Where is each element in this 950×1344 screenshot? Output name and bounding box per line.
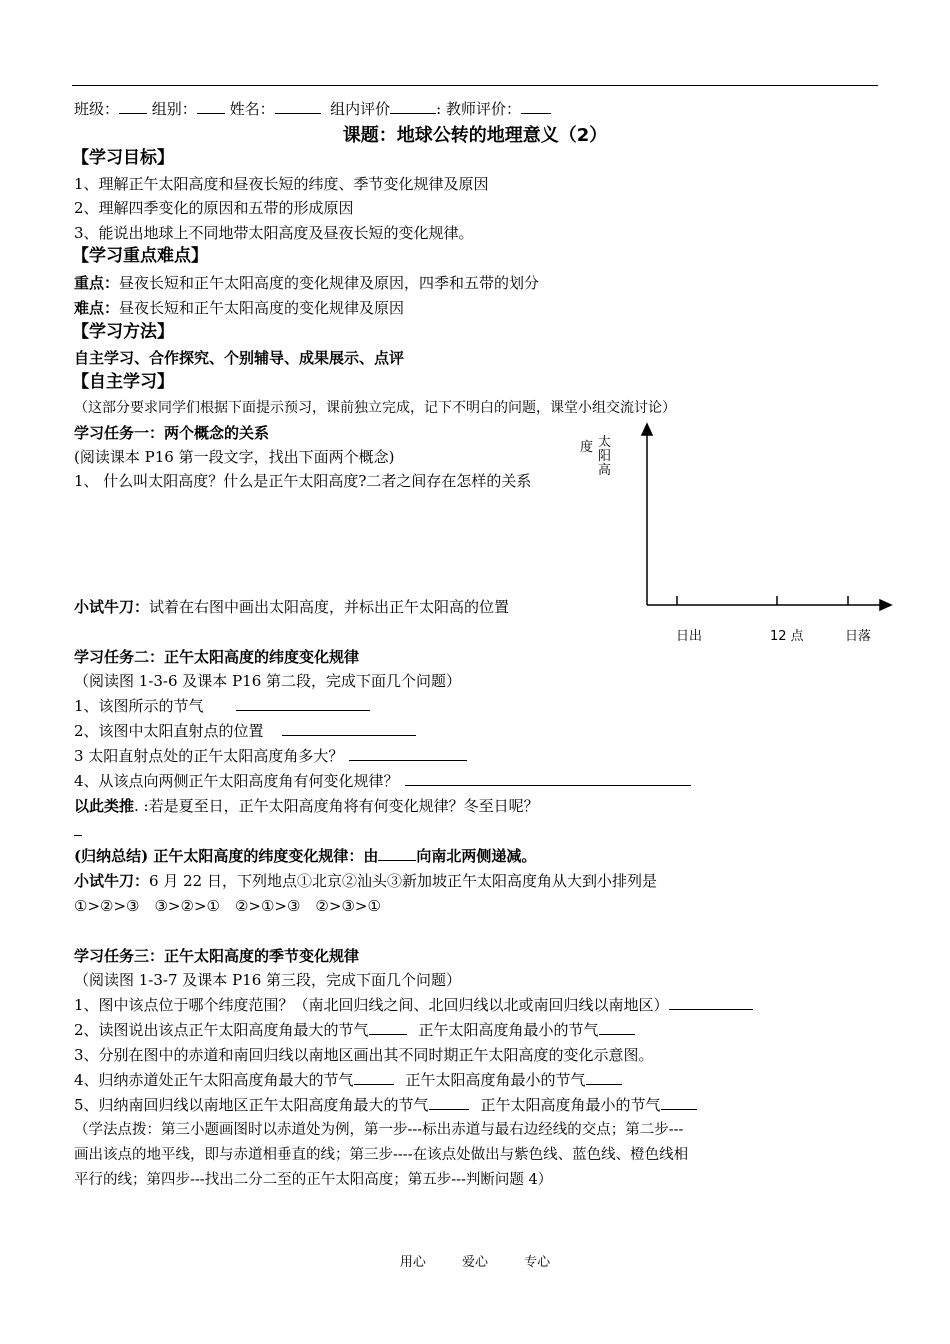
answer-blank[interactable] (236, 696, 370, 711)
task2-practice (74, 871, 657, 891)
self-study-heading: 【自主学习】 (72, 372, 174, 392)
practice-label: 小试牛刀： (74, 598, 150, 616)
practice-label: 小试牛刀： (74, 872, 150, 890)
task3-tip-line: （学法点拨：第三小题画图时以赤道处为例，第一步---标出赤道与最右边经线的交点；第二步--- (74, 1122, 684, 1138)
answer-blank[interactable] (669, 995, 753, 1010)
answer-blank[interactable] (405, 771, 691, 786)
task3-question-1 (74, 995, 753, 1015)
task2-analogy (74, 796, 539, 816)
task1-question-1: 1、 什么叫太阳高度？什么是正午太阳高度?二者之间存在怎样的关系 (74, 472, 532, 490)
group-label: 组别： (151, 100, 197, 118)
objectives-heading: 【学习目标】 (72, 148, 174, 168)
answer-blank[interactable] (349, 746, 467, 761)
analogy-text: . :若是夏至日，正午太阳高度角将有何变化规律？冬至日呢？ (134, 797, 539, 815)
task2-question-3 (74, 746, 467, 766)
teacher-eval-label: : 教师评价： (436, 100, 521, 118)
answer-blank[interactable] (661, 1095, 697, 1110)
self-study-note: （这部分要求同学们根据下面提示预习，课前独立完成，记下不明白的问题，课堂小组交流讨论） (74, 400, 676, 416)
y-axis-label-char: 高 (598, 463, 612, 478)
practice-text: 6 月 22 日，下列地点①北京②汕头③新加坡正午太阳高度角从大到小排列是 (149, 872, 657, 890)
stray-underline (74, 835, 82, 836)
summary-blank[interactable] (378, 846, 416, 861)
objective-item: 1、理解正午太阳高度和昼夜长短的纬度、季节变化规律及原因 (74, 175, 489, 193)
answer-blank[interactable] (369, 1020, 407, 1035)
sun-altitude-axes[interactable] (620, 420, 900, 620)
analogy-label: 以此类推 (74, 797, 135, 815)
task2-q1-text: 1、该图所示的节气 (74, 697, 204, 715)
method-text: 自主学习、合作探究、个别辅导、成果展示、点评 (74, 349, 405, 367)
task3-question-4 (74, 1070, 622, 1090)
top-rule (72, 85, 878, 86)
answer-blank[interactable] (599, 1020, 635, 1035)
task3-q5b: 正午太阳高度角最小的节气 (480, 1096, 661, 1114)
task3-q4b: 正午太阳高度角最小的节气 (405, 1071, 586, 1089)
method-heading: 【学习方法】 (72, 322, 174, 342)
task2-question-1 (74, 696, 370, 716)
task3-q1-text: 1、图中该点位于哪个纬度范围？（南北回归线之间、北回归线以北或南回归线以南地区） (74, 996, 669, 1014)
difficult-label: 难点： (74, 299, 120, 317)
y-axis-label-char: 太 (598, 435, 612, 450)
group-eval-blank[interactable] (390, 99, 436, 114)
x-tick-label: 12 点 (770, 629, 804, 644)
key-label: 重点： (74, 274, 120, 292)
name-blank[interactable] (275, 99, 321, 114)
key-point-line (74, 273, 539, 293)
task3-q4a: 4、归纳赤道处正午太阳高度角最大的节气 (74, 1071, 354, 1089)
group-blank[interactable] (197, 99, 225, 114)
practice-text: 试着在右图中画出太阳高度，并标出正午太阳高的位置 (149, 598, 510, 616)
objective-item: 3、能说出地球上不同地带太阳高度及昼夜长短的变化规律。 (74, 224, 474, 242)
summary-text-b: 向南北两侧递减。 (416, 847, 537, 865)
footer-word: 用心 (399, 1255, 426, 1270)
difficult-text: 昼夜长短和正午太阳高度的变化规律及原因 (119, 299, 405, 317)
task2-q2-text: 2、该图中太阳直射点的位置 (74, 722, 264, 740)
task3-q2a: 2、读图说出该点正午太阳高度角最大的节气 (74, 1021, 369, 1039)
name-label: 姓名： (229, 100, 275, 118)
footer-word: 专心 (524, 1255, 551, 1270)
teacher-eval-blank[interactable] (521, 99, 551, 114)
task1-heading: 学习任务一：两个概念的关系 (74, 424, 270, 442)
page-footer (0, 1251, 950, 1270)
task3-tip-line: 平行的线；第四步---找出二分二至的正午太阳高度；第五步---判断问题 4） (74, 1172, 553, 1188)
task3-q2b: 正午太阳高度角最小的节气 (418, 1021, 599, 1039)
task3-question-5 (74, 1095, 697, 1115)
task3-q5a: 5、归纳南回归线以南地区正午太阳高度角最大的节气 (74, 1096, 429, 1114)
task3-question-3: 3、分别在图中的赤道和南回归线以南地区画出其不同时期正午太阳高度的变化示意图。 (74, 1046, 654, 1064)
summary-text-a: (归纳总结) 正午太阳高度的纬度变化规律：由 (74, 847, 379, 865)
x-axis-arrow (880, 600, 891, 610)
task3-question-2 (74, 1020, 635, 1040)
y-axis-label-char: 阳 (598, 449, 612, 464)
task3-tip-line: 画出该点的地平线，即与赤道相垂直的线；第三步----在该点处做出与紫色线、蓝色线、橙色线相 (74, 1147, 689, 1163)
student-info-line (74, 99, 551, 119)
y-axis-arrow (642, 424, 652, 435)
answer-blank[interactable] (586, 1070, 622, 1085)
group-eval-label: 组内评价 (330, 100, 391, 118)
task3-note: （阅读图 1-3-7 及课本 P16 第三段，完成下面几个问题） (74, 971, 462, 989)
task2-note: （阅读图 1-3-6 及课本 P16 第二段，完成下面几个问题） (74, 672, 462, 690)
task3-heading: 学习任务三：正午太阳高度的季节变化规律 (74, 947, 360, 965)
task1-practice (74, 597, 509, 617)
x-tick-label: 日落 (845, 629, 872, 644)
x-tick-label: 日出 (676, 629, 703, 644)
answer-blank[interactable] (429, 1095, 469, 1110)
key-points-heading: 【学习重点难点】 (72, 246, 208, 266)
task2-q3-text: 3 太阳直射点处的正午太阳高度角多大？ (74, 747, 344, 765)
task2-options: ①>②>③ ③>②>① ②>①>③ ②>③>① (74, 897, 381, 915)
task1-note: (阅读课本 P16 第一段文字，找出下面两个概念) (74, 448, 395, 466)
class-blank[interactable] (119, 99, 147, 114)
objective-item: 2、理解四季变化的原因和五带的形成原因 (74, 199, 354, 217)
task2-q4-text: 4、从该点向两侧正午太阳高度角有何变化规律？ (74, 772, 399, 790)
footer-word: 爱心 (461, 1255, 488, 1270)
y-axis-label-du: 度 (580, 440, 594, 455)
y-axis-label-col (598, 436, 611, 478)
answer-blank[interactable] (354, 1070, 394, 1085)
difficult-point-line (74, 298, 404, 318)
class-label: 班级： (74, 100, 120, 118)
page-title: 课题：地球公转的地理意义（2） (342, 125, 608, 146)
task2-question-4 (74, 771, 691, 791)
task2-heading: 学习任务二：正午太阳高度的纬度变化规律 (74, 648, 360, 666)
key-text: 昼夜长短和正午太阳高度的变化规律及原因，四季和五带的划分 (119, 274, 540, 292)
answer-blank[interactable] (282, 721, 416, 736)
task2-question-2 (74, 721, 416, 741)
task2-summary (74, 846, 536, 866)
